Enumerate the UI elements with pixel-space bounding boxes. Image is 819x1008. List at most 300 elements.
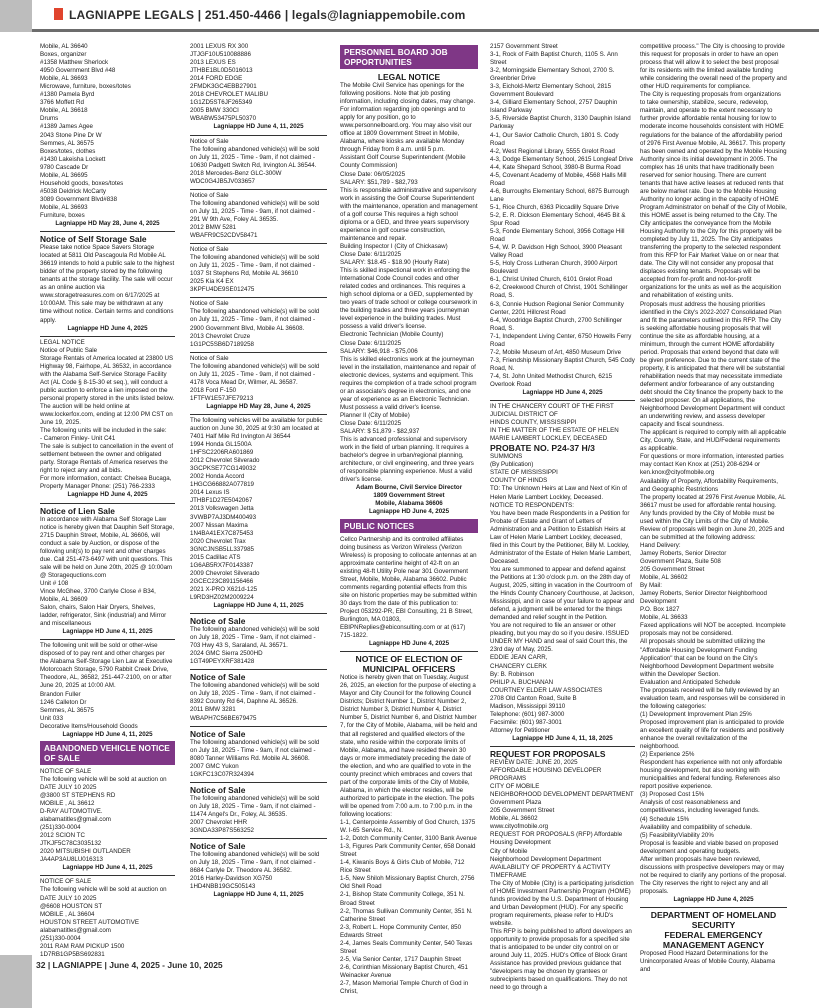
notice-signature: Lagniappe HD June 4, 2025 — [67, 324, 148, 332]
notice-text: NOTICE TO RESPONDENTS: — [490, 501, 575, 509]
notice-text: Assistant Golf Course Superintendent (Mobile County Commission) — [340, 154, 466, 170]
footer-side-strip — [0, 955, 32, 1008]
notice-text: @6608 HOUSTON ST — [40, 902, 103, 910]
notice-text: By: B. Robinson — [490, 670, 535, 678]
notice-text: Furniture, boxes — [40, 211, 85, 219]
notice-text: The following abandoned vehicle(s) will be sold on July 18, 2025 - Time - 9am, if not claimed - 703 Hwy 43 S, Saraland, AL 36571. — [190, 626, 320, 650]
notice-text: 4-6, Burroughs Elementary School, 6875 Burrough Lane — [490, 187, 629, 203]
notice-text: SALARY: $51,789 - $82,793 — [340, 178, 418, 186]
notice-text: www.cityofmobile.org — [490, 823, 549, 831]
notice-text: 2002 Honda Accord — [190, 473, 245, 481]
notice-text: 2007 GMC Yukon — [190, 762, 239, 770]
notice-text: SALARY: $18.45 - $18.90 (Hourly Rate) — [340, 259, 450, 267]
notice-text: 4-3, Dodge Elementary School, 2615 Longleaf Drive — [490, 155, 634, 163]
notice-text: Notice of Sale — [190, 191, 229, 199]
notice-text: 2-2, Thomas Sullivan Community Center, 351 N. Catherine Street — [340, 907, 473, 923]
notice-text: The following abandoned vehicle(s) will be sold on July 11, 2025 - Time - 9am, if not claimed - 10630 Padgett Switch Rd, Irvington AL 36544. — [190, 145, 320, 169]
notice-text: 2016 Harley-Davidson XG750 — [190, 875, 273, 883]
notice-text: 205 Government Street — [640, 566, 705, 574]
notice-text: 3-5, Riverside Baptist Church, 3130 Dauphin Island Parkway — [490, 115, 631, 131]
notice-text: You have been made Respondents in a Petition for Probate of Estate and Grant of Letters of Administration and a Petition to Establish Heirs at Law of Helen Marie Lambert Lockley, deceased, filed in this Court by the Petitioner, Billy M. Lockley, Administrator of the Estate of Helen Marie Lambert, Deceased. — [490, 509, 632, 565]
notice-text: 1HFSC2206RA601869 — [190, 449, 254, 457]
notice-text: 6-2, Creekwood Church of Christ, 1901 Schillinger Road, S. — [490, 284, 628, 300]
notice-text: 2009 Chevrolet Silverado — [190, 569, 260, 577]
notice-separator — [190, 297, 327, 298]
notice-text: 1HD4NBB19GC505143 — [190, 883, 256, 891]
notice-heading: Notice of Sale — [190, 728, 246, 739]
notice-text: SALARY: $ 51,879 - $82,937 — [340, 428, 420, 436]
notice-text: JTHBF1D27E5042067 — [190, 497, 253, 505]
notice-signature: Lagniappe HD June 4, 11, 2025 — [62, 628, 153, 636]
notice-text: 2001 LEXUS RX 300 — [190, 43, 249, 50]
notice-text: MOBILE , AL 36612 — [40, 799, 95, 807]
notice-text: Notice of Sale — [190, 354, 229, 362]
notice-text: Please take notice Space Savers Storage located at 5811 Old Pascagoula Rd Mobile AL 36619 intends to hold a public sale to the highest bidder of the property stored by the following tenants at the storage facility. The sale will occur as an online auction via www.storagetreasures.com on 6/17/2025 at 10:00AM. This sale may be withdrawn at any time without notice. Certain terms and conditions apply. — [40, 244, 175, 324]
notice-text: The following abandoned vehicle(s) will be sold on July 11, 2025 - Time - 9am, if not claimed - 2900 Government Blvd, Mobile AL 36608. — [190, 308, 320, 332]
notice-text: LEGAL NOTICE — [40, 338, 85, 346]
notice-separator — [340, 651, 478, 652]
notice-text: NEIGHBORHOOD DEVELOPMENT DEPARTMENT — [490, 791, 634, 799]
notice-text: Proposed improvement plan is anticipated to provide an excellent quality of life for residents and positively enhance the overall revitalization of the neighborhood. — [640, 718, 785, 751]
notice-text: CHANCERY CLERK — [490, 662, 547, 670]
header-bar — [32, 0, 819, 32]
notice-text: JTJGF10U510088886 — [190, 51, 251, 59]
notice-text: For questions or more information, interested parties may contact Ken Knox at (251) 208-6294 or ken.knox@cityofmobile.org — [640, 453, 784, 477]
notice-signature: Mobile, Alabama 36606 — [375, 500, 443, 508]
notice-text: The following vehicles will be available for public auction on June 30, 2025 at 9:30 am located at 7401 Half Mile Rd Irvington Al 36544 — [190, 416, 323, 441]
notice-text: Respondent has experience with not only affordable housing development, but also working with municipalities and federal funding. References also report positive experience. — [640, 759, 783, 791]
notice-text: IN THE CHANCERY COURT OF THE FIRST JUDICIAL DISTRICT OF — [490, 403, 614, 419]
notice-text: Notice of Sale — [190, 246, 229, 254]
notice-text: 1-3, Figures Park Community Center, 658 Donald Street — [340, 843, 476, 859]
notice-text: WBAPH7C56BE679475 — [190, 714, 257, 722]
notice-text: HINDS COUNTY, MISSISSIPPI — [490, 419, 577, 427]
legal-column-2 — [190, 43, 327, 948]
notice-text: The following units will be included in the sale: — [40, 427, 167, 435]
notice-text: Close Date: 6/11/2025 — [340, 419, 402, 427]
notice-text: For more information, contact: Chelsea Bucaga, Property Manager Phone: (251) 766-2333 — [40, 475, 172, 491]
notice-text: Close Date: 06/05/2025 — [340, 170, 406, 178]
notice-text: Jamey Roberts, Senior Director — [640, 549, 727, 557]
notice-text: Mobile, AL 36693 — [40, 75, 88, 83]
notice-text: The applicant is required to comply with all applicable City, County, State, and HUD/Federal requirements as applicable. — [640, 429, 787, 453]
notice-text: 1GKFC13C07R324394 — [190, 770, 254, 778]
notice-text: 2018 Mercedes-Benz GLC-300W — [190, 169, 282, 177]
notice-text: 2FMDK3GC4EBB27901 — [190, 83, 257, 91]
notice-separator — [640, 907, 787, 908]
notice-text: By Mail: — [640, 582, 663, 590]
notice-heading: FEDERAL EMERGENCY MANAGEMENT AGENCY — [662, 930, 765, 951]
notice-text: Any funds provided by the City of Mobile must be used within the City Limits of the City of Mobile. Review of proposals will begin on June 20, 2025 and can be submitted at the following address: — [640, 509, 785, 541]
notice-heading: Notice of Lien Sale — [40, 505, 115, 516]
notice-text: WBAFR9C52CDV58471 — [190, 232, 258, 240]
notice-text: Semmes, AL 36575 — [40, 139, 94, 147]
notice-text: Mobile, AL 36602 — [490, 815, 538, 823]
notice-text: Notice of Sale — [190, 137, 229, 145]
notice-text: HOUSTON STREET AUTOMOTIVE — [40, 918, 140, 926]
notice-text: 1-5, New Shiloh Missionary Baptist Church, 2756 Old Shell Road — [340, 875, 475, 891]
notice-text: Planner II (City of Mobile) — [340, 411, 410, 419]
notice-text: Neighborhood Development Department — [490, 855, 602, 863]
notice-signature: Adam Bourne, Civil Service Director — [355, 484, 463, 492]
masthead: LAGNIAPPE LEGALS | 251.450-4466 | legals@lagniappemobile.com — [69, 8, 466, 22]
notice-separator — [490, 746, 635, 747]
notice-text: Madison, Mississippi 39110 — [490, 702, 566, 710]
notice-text: This is skilled inspectional work in enforcing the International Code Council codes and other related codes and ordinances. This requires a high school diploma or a GED, supplemented by two years of trade school or college coursework in the building trades and three years journeyman level experience in the building trades. Must possess a valid driver's license. — [340, 267, 478, 331]
notice-text: The sale is subject to cancellation in the event of settlement between the owner and obligated party. Storage Rentals of America reserves the right to reject any and all bids. — [40, 443, 174, 475]
notice-text: #1358 Matthew Sherlock — [40, 59, 109, 67]
notice-text: PHILIP A. BUCHANAN — [490, 678, 554, 686]
notice-text: The proposals received will be fully reviewed by an evaluation team, and responses will be considered in the following categories: — [640, 686, 786, 710]
notice-text: You are not required to file an answer or other pleading, but you may do so if you desire. ISSUED UNDER MY HAND and seal of said Court this, the 23rd day of May, 2025. — [490, 622, 629, 654]
notice-text: 1-4, Kiwanis Boys & Girls Club of Mobile, 712 Rice Street — [340, 859, 465, 875]
legal-column-3 — [340, 43, 478, 996]
notice-text: Cellco Partnership and its controlled affiliates doing business as Verizon Wireless (Verizon Wireless) is proposing to collocate antennas at an approximate centerline height of 42-ft on an existing 48-ft Utility Pole near 301 Government Street, Mobile, Mobile, Alabama 36602. Public comments regarding potential effects from this site on historic properties may be submitted within 30 days from the date of this publication to: Project 053292-PR, EBI Consulting, 21 B Street, Burlington, MA 01803, EBIPNReplies@ebiconsulting.com or at (617) 715-1822. — [340, 535, 477, 640]
notice-text: 7-2, Mobile Museum of Art, 4850 Museum Drive — [490, 348, 622, 356]
notice-text: This is advanced professional and supervisory work in the field of urban planning. It requires a bachelor's degree in urban/regional planning, architecture, or civil engineering, and three years of responsible planning experience. Must a valid driver's license. — [340, 436, 474, 484]
notice-text: Telephone: (601) 987-3000 — [490, 710, 565, 718]
notice-text: 2-1, Bishop State Community College, 351 N. Broad Street — [340, 891, 465, 907]
notice-text: 2007 Chevrolet HHR — [190, 818, 248, 826]
notice-text: COUNTY OF HINDS — [490, 477, 548, 485]
notice-text: The following unit will be sold or other-wise disposed of to pay rent and other charges per the Alabama Self-Storage Lien Law at Executive Motorcoach Storage, 5790 Rabbit Creek Drive, Theodore, AL, 36582, 251-447-2100, on or after June 20, 2025 at 10:00 AM. — [40, 642, 173, 690]
notice-text: This RFP is being published to afford developers an opportunity to provide proposals for a specified site that is anticipated to be under city control on or around July 11, 2025. HUD's Office of Block Grant Assistance has provided previous guidance that "developers may be chosen by grantees or subrecipients based on qualifications. They do not need to go through a — [490, 927, 632, 992]
notice-text: (5) Feasibility/Viability 20% — [640, 831, 714, 839]
notice-text: 3KPFU4DE9SE012475 — [190, 286, 255, 294]
notice-heading: REQUEST FOR PROPOSALS — [490, 748, 606, 759]
notice-signature: Lagniappe HD June 4, 2025 — [67, 491, 148, 499]
notice-text: WBABW53475PL50370 — [190, 115, 257, 123]
notice-text: 7-4, St. John United Methodist Church, 6215 Overlook Road — [490, 372, 613, 388]
notice-heading: Notice of Sale — [190, 841, 246, 852]
notice-text: 3766 Moffett Rd — [40, 99, 84, 107]
notice-text: #5038 Deldrick McCarty — [40, 187, 107, 195]
notice-text: Analysis of cost reasonableness and competitiveness, including leveraged funds. — [640, 799, 760, 815]
notice-text: Jamey Roberts, Senior Director Neighborhood Development — [640, 590, 767, 606]
notice-text: 2011 RAM RAM PICKUP 1500 — [40, 942, 125, 950]
notice-text: Brandon Fuller — [40, 690, 81, 698]
notice-text: 2012 Chevrolet Silverado — [190, 457, 260, 465]
notice-signature: Lagniappe HD June 4, 2025 — [368, 640, 450, 648]
notice-text: 2-3, Robert L. Hope Community Center, 850 Edwards Street — [340, 923, 462, 939]
notice-text: Microwave, furniture, boxes/totes — [40, 83, 131, 91]
notice-text: Boxes/totes, clothes — [40, 147, 96, 155]
notice-text: Mobile, AL 36695 — [40, 171, 88, 179]
notice-heading: DEPARTMENT OF HOMELAND SECURITY — [650, 910, 777, 931]
notice-text: 1-1, Centerpointe Assembly of God Church, 1375 W. I-65 Service Rd., N. — [340, 819, 476, 835]
notice-text: The following vehicle will be sold at auction on DATE JULY 10 2025 — [40, 775, 167, 791]
notice-text: 3-1, Rock of Faith Baptist Church, 1105 S. Ann Street — [490, 51, 618, 67]
notice-text: MOBILE , AL 36604 — [40, 910, 95, 918]
section-banner: PUBLIC NOTICES — [340, 519, 478, 533]
notice-text: 1G1ZD5ST6JF265349 — [190, 99, 253, 107]
notice-text: The following abandoned vehicle(s) will be sold on July 18, 2025 - Time - 9am, if not claimed - 11474 Angel's Dr., Foley, AL 36535. — [190, 794, 320, 818]
notice-text: Proposals must address the housing priorities identified in the City's 2022-2027 Consolidated Plan and fit the parameters outlined in this RFP. The City is seeking affordable housing proposals that will continue the site as affordable housing, at a minimum, through the current HOME affordability period. Proposals that extend beyond that date will be given preference. Due to the current state of the property, it is anticipated that there will be substantial rehabilitation needs that may necessitate immediate deferment and/or forbearance of any outstanding debt should the City finance the property back to the selected proposer. On all applications, the Neighborhood Development Department will conduct an underwriting review, and assess developer capacity and fiscal soundness. — [640, 300, 785, 429]
notice-text: The Mobile Civil Service has openings for the following positions. Note that job posting information, including closing dates, may change. For information regarding job openings and to apply for any position, go to www.personnelboard.org. You may also visit our office at 1809 Government Street in Mobile, Alabama, where kiosks are available Monday through Friday from 8 a.m. until 5 p.m. — [340, 82, 476, 154]
notice-signature: Lagniappe HD June 4, 11, 2025 — [213, 891, 304, 899]
notice-text: Notice is hereby given that on Tuesday, August 26, 2025, an election for the purpose of electing a Mayor and City Council for the following Council Districts; District Number 1, District Number 2, District Number 3, District Number 4, District Number 5, District Number 6, and District Number 7, for the City of Mobile, Alabama, will be held and that all registered and qualified electors of the state, who reside within the corporate limits of Mobile, Alabama, and have resided therein 30 days or more immediately preceding the date of the election, and who are qualified to vote in the county precinct which embraces and covers that part of the corporate limits of the City of Mobile, Alabama, in which the elector resides, will be authorized to participate in the election. The polls will be opened from 7:00 a.m. to 7:00 p.m. in the following locations: — [340, 674, 478, 818]
notice-signature: Lagniappe HD June 4, 11, 2025 — [62, 864, 153, 872]
notice-text: The following abandoned vehicle(s) will be sold on July 11, 2025 - Time - 9am, if not claimed - 291 W 9th Ave, Foley AL 36535. — [190, 199, 320, 223]
notice-text: Faxed applications will NOT be accepted. Incomplete proposals may not be considered. — [640, 622, 786, 638]
notice-text: 2012 SCION TC — [40, 832, 85, 840]
notice-text: Government Plaza — [490, 799, 542, 807]
notice-signature: Lagniappe HD June 4, 2025 — [368, 508, 450, 516]
notice-text: alabamatitles@gmail.com — [40, 926, 111, 934]
notice-separator — [190, 189, 327, 190]
notice-text: 5-1, Rice Church, 6363 Piccadilly Square Drive — [490, 203, 619, 211]
notice-text: 2007 Nissan Maxima — [190, 521, 248, 529]
notice-text: The following abandoned vehicle(s) will be sold on July 18, 2025 - Time - 9am, if not claimed - 8080 Tanner Williams Rd. Mobile AL 36608. — [190, 738, 320, 762]
notice-text: 4-5, Covenant Academy of Mobile, 4568 Halls Mill Road — [490, 171, 627, 187]
notice-signature: Lagniappe HD June 4, 11, 18, 2025 — [512, 734, 613, 742]
notice-text: 2020 Chevrolet Trax — [190, 537, 246, 545]
notice-text: 3089 Government Blvd#838 — [40, 195, 118, 203]
notice-signature: Lagniappe HD June 4, 2025 — [673, 895, 754, 903]
notice-text: 2013 Chevrolet Cruze — [190, 332, 251, 340]
notice-text: 2-6, Corinthian Missionary Baptist Church, 451 Weinacker Avenue — [340, 963, 468, 979]
notice-text: (3) Proposed Cost 15% — [640, 791, 705, 799]
notice-text: 6-4, Woodridge Baptist Church, 2700 Schillinger Road, S. — [490, 316, 622, 332]
notice-text: 1D7RB1GP5BS692831 — [40, 950, 105, 958]
notice-text: The following abandoned vehicle(s) will be sold on July 11, 2025 - Time - 9am, if not claimed - 1037 St Stephens Rd, Mobile AL 36610 — [190, 254, 320, 278]
section-banner: ABANDONED VEHICLE NOTICE OF SALE — [40, 741, 175, 765]
notice-heading: Notice of Sale — [190, 784, 246, 795]
notice-text: IN THE MATTER OF THE ESTATE OF HELEN MARIE LAMBERT LOCKLEY, DECEASED — [490, 427, 619, 443]
notice-text: 4950 Government Blvd #48 — [40, 67, 116, 75]
notice-text: 1-2, Dotch Community Center, 3100 Bank Avenue — [340, 835, 477, 843]
notice-text: 2018 Ford F-150 — [190, 386, 237, 394]
notice-text: 2024 GMC Sierra 2500HD — [190, 650, 263, 658]
notice-text: 1G1PC5SB6D7189258 — [190, 340, 254, 348]
notice-text: (By Publication) — [490, 461, 534, 469]
notice-text: L9RD3HZ02M2009224 — [190, 594, 254, 601]
notice-text: 1GT49PEYXRF381428 — [190, 658, 255, 666]
notice-text: Unit 033 — [40, 714, 64, 722]
notice-text: 3-4, Gilliard Elementary School, 2757 Dauphin Island Parkway — [490, 99, 618, 115]
notice-text: 1246 Calleton Dr — [40, 698, 87, 706]
notice-text: Availability of Property, Affordability Requirements, and Geographic Restrictions — [640, 477, 778, 493]
notice-text: (1) Development Improvement Plan 25% — [640, 710, 752, 718]
notice-text: Semmes, AL 36575 — [40, 706, 94, 714]
notice-text: The following abandoned vehicle(s) will be sold on July 18, 2025 - Time - 9am, if not claimed - 8392 County Rd 64, Daphne AL 36526. — [190, 682, 320, 706]
notice-text: STATE OF MISSISSIPPI — [490, 469, 558, 477]
notice-heading: Notice of Sale — [190, 616, 246, 627]
notice-separator — [190, 669, 327, 670]
notice-separator — [190, 352, 327, 353]
notice-text: 2-5, Via Senior Center, 1717 Dauphin Street — [340, 955, 461, 963]
notice-text: 2018 CHEVROLET MALIBU — [190, 91, 268, 99]
notice-text: #1380 Pamela Byrd — [40, 91, 95, 99]
notice-text: 2005 BMW 330CI — [190, 107, 239, 115]
notice-text: City of Mobile — [490, 847, 528, 855]
notice-text: Proposal is feasible and viable based on proposed development and operating budgets. — [640, 839, 779, 855]
notice-text: Decorative Items/Household Goods — [40, 722, 138, 730]
notice-text: 3-3, Eichold-Mertz Elementary School, 2815 Government Boulevard — [490, 83, 612, 99]
notice-separator — [40, 231, 175, 232]
notice-text: Close Date: 6/11/2025 — [340, 339, 402, 347]
notice-text: D-RAY AUTOMOTIVE. — [40, 808, 103, 816]
notice-text: - Cameron Finley- Unit C41 — [40, 435, 116, 443]
notice-text: competitive process." The City is choosing to provide this request for proposals in order to have an open process that will allow it to select the best proposal for its residents with the limited available funding while considering the overall need of the property and other HUD requirements for compliance. — [640, 43, 787, 91]
notice-text: Mobile, AL 36633 — [640, 614, 688, 622]
page-header — [0, 0, 819, 32]
notice-text: 7-1, Independent Living Center, 6750 Howells Ferry Road — [490, 332, 632, 348]
notice-text: JTKJF5C78C3035132 — [40, 840, 102, 848]
notice-separator — [40, 639, 175, 640]
notice-text: TO: The Unknown Heirs at Law and Next of Kin of Helen Marie Lambert Lockley, Deceased. — [490, 485, 627, 501]
notice-text: 2021 X-PRO X621d-125 — [190, 585, 258, 593]
notice-text: 3-2, Morningside Elementary School, 2700 S. Greenbrier Drive — [490, 67, 615, 83]
notice-separator — [40, 503, 175, 504]
notice-text: REVIEW DATE: JUNE 20, 2025 — [490, 758, 578, 766]
notice-text: Notice of Sale — [190, 300, 229, 308]
notice-text: JTHBE1BL0D5016013 — [190, 67, 253, 75]
notice-text: This is responsible administrative and supervisory work in assisting the Golf Course Superintendent with the maintenance, operation and management of a golf course This requires a high school diploma or a GED, and three years supervisory experience in golf course construction, maintenance and repair. — [340, 186, 478, 242]
notice-separator — [40, 875, 175, 876]
notice-text: (4) Schedule 15% — [640, 815, 690, 823]
notice-text: NOTICE OF SALE — [40, 767, 92, 775]
notice-separator — [190, 243, 327, 244]
notice-text: 6-1, Christ United Church, 6101 Grelot Road — [490, 276, 613, 284]
notice-text: The City is requesting proposals from organizations to take ownership, stabilize, secure, redevelop, maintain, and operate to the extent necessary to further provide affordable rental housing for low to moderate income households consistent with HOME regulations for the balance of the affordability period of 2976 First Avenue Mobile, AL 36617. This property has been owned and operated by the Mobile Housing Authority since its initial development in 2005. The complex has 16 units that have traditionally been reserved for senior housing. There are current tenants that have active leases at reduced rents that are below market rate. Due to the Mobile Housing Authority no longer acting in the capacity of HOME Program Administrator on behalf of the City of Mobile, this HOME asset is being returned to the City. The City anticipates the conveyance from the Mobile Housing Authority to the City for this property will be completed by July 11, 2025. The City anticipates transferring the property to the selected respondent from this RFP for Fair Market Value on or near that date. The City will not consider any proposal that displaces existing tenants. Proposals will be accepted from for-profit and not-for-profit organizations for the units as well as the acquisition and rehabilitation of existing units. — [640, 91, 787, 300]
notice-text: AVAILABILITY OF PROPERTY & ACTIVITY TIMEFRAME — [490, 863, 611, 879]
notice-text: Mobile, AL 36693 — [40, 203, 88, 211]
notice-text: 4-2, West Regional Library, 5555 Grelot Road — [490, 147, 615, 155]
notice-text: Unit # 108 — [40, 579, 69, 587]
notice-text: Close Date: 6/11/2025 — [340, 250, 402, 258]
notice-signature: Lagniappe HD June 4, 11, 2025 — [213, 602, 304, 610]
notice-signature: Lagniappe HD June 4, 11, 2025 — [213, 123, 304, 131]
notice-signature: Lagniappe HD June 4, 2025 — [522, 389, 603, 397]
page-folio: 32 | LAGNIAPPE | June 4, 2025 - June 10, 2025 — [36, 960, 223, 970]
notice-text: Hand Delivery: — [640, 541, 681, 549]
notice-text: 3GNCJNSB5LL337985 — [190, 545, 254, 553]
notice-text: REQUEST FOR PROPOSALS (RFP) Affordable Housing Development — [490, 831, 623, 847]
notice-text: In accordance with Alabama Self Storage Law notice is hereby given that Dauphin Self Storage, 2715 Dauphin Street, Mobile, AL 36606, will conduct a sale by Auction, or dispose of the following unit(s) to pay rent and other charges due. Call 251-473-6497 with unit questions. This sale will be held on June 20th, 2025 @ 10:00am @ Storagequctions.com — [40, 515, 175, 579]
notice-text: WDC0G4JB5JV033657 — [190, 177, 256, 185]
publication-logo-mark — [54, 8, 63, 20]
notice-text: 2157 Government Street — [490, 43, 558, 50]
notice-text: 3GNDA33P87S563252 — [190, 826, 254, 834]
notice-text: 2015 Cadillac ATS — [190, 553, 241, 561]
notice-text: 205 Government Street — [490, 807, 555, 815]
notice-text: Attorney for Petitioner — [490, 726, 550, 734]
notice-text: 2-4, James Seals Community Center, 540 Texas Street — [340, 939, 473, 955]
notice-text: @3800 ST STEPHENS RD — [40, 791, 116, 799]
notice-text: 2013 Volkswagen Jetta — [190, 505, 254, 513]
notice-text: 5-3, Fonde Elementary School, 3956 Cottage Hill Road — [490, 228, 625, 244]
notice-heading: LEGAL NOTICE — [377, 72, 441, 82]
notice-text: #1389 James Agee — [40, 123, 93, 131]
notice-text: Mobile, AL 36618 — [40, 107, 88, 115]
notice-text: (251)330-0004 — [40, 824, 81, 832]
notice-text: 7-3, Friendship Missionary Baptist Church, 545 Cody Road, N. — [490, 356, 635, 372]
notice-text: 2-7, Mason Memorial Temple Church of God in Christ, — [340, 979, 469, 996]
legal-column-1 — [40, 43, 175, 958]
notice-text: 1FTFW1E57JFE79213 — [190, 394, 254, 402]
notice-text: alabamatitles@gmail.com — [40, 816, 111, 824]
notice-text: Government Plaza, Suite 508 — [640, 558, 721, 565]
notice-text: Evaluation and Anticipated Schedule — [640, 678, 741, 686]
notice-separator — [490, 400, 635, 401]
notice-text: AFFORDABLE HOUSING DEVELOPER PROGRAMS — [490, 767, 602, 783]
notice-text: 2020 MITSUBISHI OUTLANDER — [40, 848, 131, 856]
notice-text: 2014 Lexus IS — [190, 489, 230, 497]
notice-text: 2014 FORD EDGE — [190, 75, 243, 83]
notice-signature: Lagniappe HD June 4, 11, 2025 — [62, 730, 153, 738]
notice-text: 6-3, Connie Hudson Regional Senior Community Center, 2201 Hillcrest Road — [490, 300, 624, 316]
notice-text: All proposals should be submitted utilizing the "Affordable Housing Development Funding Application" that can be found on the City's Neighborhood Development Department website within the Developer Section. — [640, 638, 774, 678]
notice-text: #1430 Lakeisha Lockett — [40, 155, 106, 163]
notice-text: Availability and compatibility of schedule. — [640, 823, 753, 831]
notice-text: 3VWBP7AJ3DM400493 — [190, 513, 257, 521]
notice-text: EDDIE JEAN CARR, — [490, 654, 548, 662]
notice-heading: PROBATE NO. P24-37 H/3 — [490, 443, 595, 454]
notice-text: 3GCPKSE77CG149032 — [190, 465, 257, 473]
notice-text: Electronic Technician (Mobile County) — [340, 331, 444, 339]
notice-text: CITY OF MOBILE — [490, 783, 540, 791]
notice-text: 4-1, Our Savior Catholic Church, 1801 S. Cody Road — [490, 131, 619, 147]
notice-text: 2GCEC23C891156466 — [190, 577, 254, 585]
notice-text: The City of Mobile (City) is a participating jurisdiction of HOME Investment Partnership Program (HOME) funds provided by the U.S. Department of Housing and Urban Development (HUD). For any specific program requirements, please refer to HUD's website. — [490, 879, 634, 927]
notice-text: 2708 Old Canton Road, Suite B — [490, 694, 577, 702]
notice-text: SUMMONS — [490, 453, 523, 461]
notice-text: 5-4, W. P. Davidson High School, 3900 Pleasant Valley Road — [490, 244, 622, 260]
notice-text: 2011 BMW 3281 — [190, 706, 236, 714]
notice-separator — [190, 613, 327, 614]
notice-signature: 1809 Government Street — [373, 492, 445, 500]
notice-heading: Notice of Sale — [190, 672, 246, 683]
notice-text: 4-4, Kate Shepard School, 3980-B Burma Road — [490, 163, 621, 171]
notice-text: Mobile, AL 36640 — [40, 43, 88, 50]
notice-text: NOTICE OF SALE — [40, 878, 92, 886]
header-side-strip — [0, 0, 32, 32]
notice-text: JA4AP3AU8LU016313 — [40, 856, 103, 864]
notice-text: 5-5, Holy Cross Lutheran Church, 3900 Airport Boulevard — [490, 260, 618, 276]
notice-text: 1N4BA41EX7C875453 — [190, 529, 254, 537]
notice-text: The following abandoned vehicle(s) will be sold on July 11, 2025 - Time - 9am, if not claimed - 4178 Voca Mead Dr, Wilmer, AL 36587. — [190, 362, 320, 386]
page-footer — [0, 955, 819, 1008]
notice-separator — [190, 782, 327, 783]
notice-text: The property located at 2976 First Avenue Mobile, AL 36617 must be used for affordable rental housing. — [640, 493, 786, 509]
legal-column-5 — [640, 43, 787, 974]
notice-text: Proposed Flood Hazard Determinations for the Unincorporated Areas of Mobile County, Alabama and — [640, 950, 776, 974]
notice-text: This is skilled electronics work at the journeyman level in the installation, maintenance and repair of electronic devices, systems and equipment. This requires the completion of a trade school program or an associate's degree in electronics, and one year of experience as an Electronic Technician. Must possess a valid driver's license. — [340, 355, 477, 411]
notice-text: 2013 LEXUS ES — [190, 59, 236, 67]
notice-text: Notice of Public Sale — [40, 346, 98, 354]
notice-text: 2025 Kia K4 EX — [190, 278, 234, 286]
notice-separator — [190, 838, 327, 839]
notice-text: The following vehicle will be sold at auction on DATE JULY 10 2025 — [40, 886, 167, 902]
notice-text: Drums — [40, 115, 59, 123]
notice-text: After written proposals have been reviewed, discussions with prospective developers may or may not be required to clarify any portions of the proposal. The City reserves the right to reject any and all proposals. — [640, 855, 787, 895]
notice-text: Facsimile: (601) 987-3001 — [490, 718, 562, 726]
notice-separator — [190, 726, 327, 727]
notice-text: (2) Experience 25% — [640, 751, 695, 759]
notice-separator — [40, 336, 175, 337]
notice-text: Salon, chairs, Salon Hair Dryers, Shelves, ladder, refrigerator, Sink (industrial) and Mirror and miscellaneous — [40, 604, 167, 628]
legal-column-4 — [490, 43, 635, 992]
notice-text: 5-2, E. R. Dickson Elementary School, 4645 Bit & Spur Road — [490, 211, 626, 228]
notice-text: COURTNEY ELDER LAW ASSOCIATES — [490, 686, 603, 694]
notice-text: You are summoned to appear and defend against the Petitions at 1:30 o'clock p.m. on the 28th day of August, 2025, sitting in vacation in the Courtroom of the Hinds County Chancery Courthouse, at Jackson, Mississippi, and in case of your failure to appear and defend, a judgment will be entered for the things demanded and relief sought in the Petition. — [490, 565, 635, 622]
notice-text: 1G6AB5RX7F0143387 — [190, 561, 254, 569]
notice-text: 1HGCG66882A077819 — [190, 481, 254, 489]
section-banner: PERSONNEL BOARD JOB OPPORTUNITIES — [340, 45, 478, 69]
notice-text: 1994 Honda GL1500A — [190, 441, 252, 449]
notice-text: Storage Rentals of America located at 23800 US Highway 98, Fairhope, AL 36532, in accordance with the Alabama Self-Service Storage Facility Act (AL Code § 8-15-30 et seq.), will conduct a public auction to enforce a lien imposed on the personal property stored in the units listed below. The auction will be held online at www.lockerfox.com, ending at 12:00 PM CST on June 19, 2025. — [40, 354, 175, 427]
